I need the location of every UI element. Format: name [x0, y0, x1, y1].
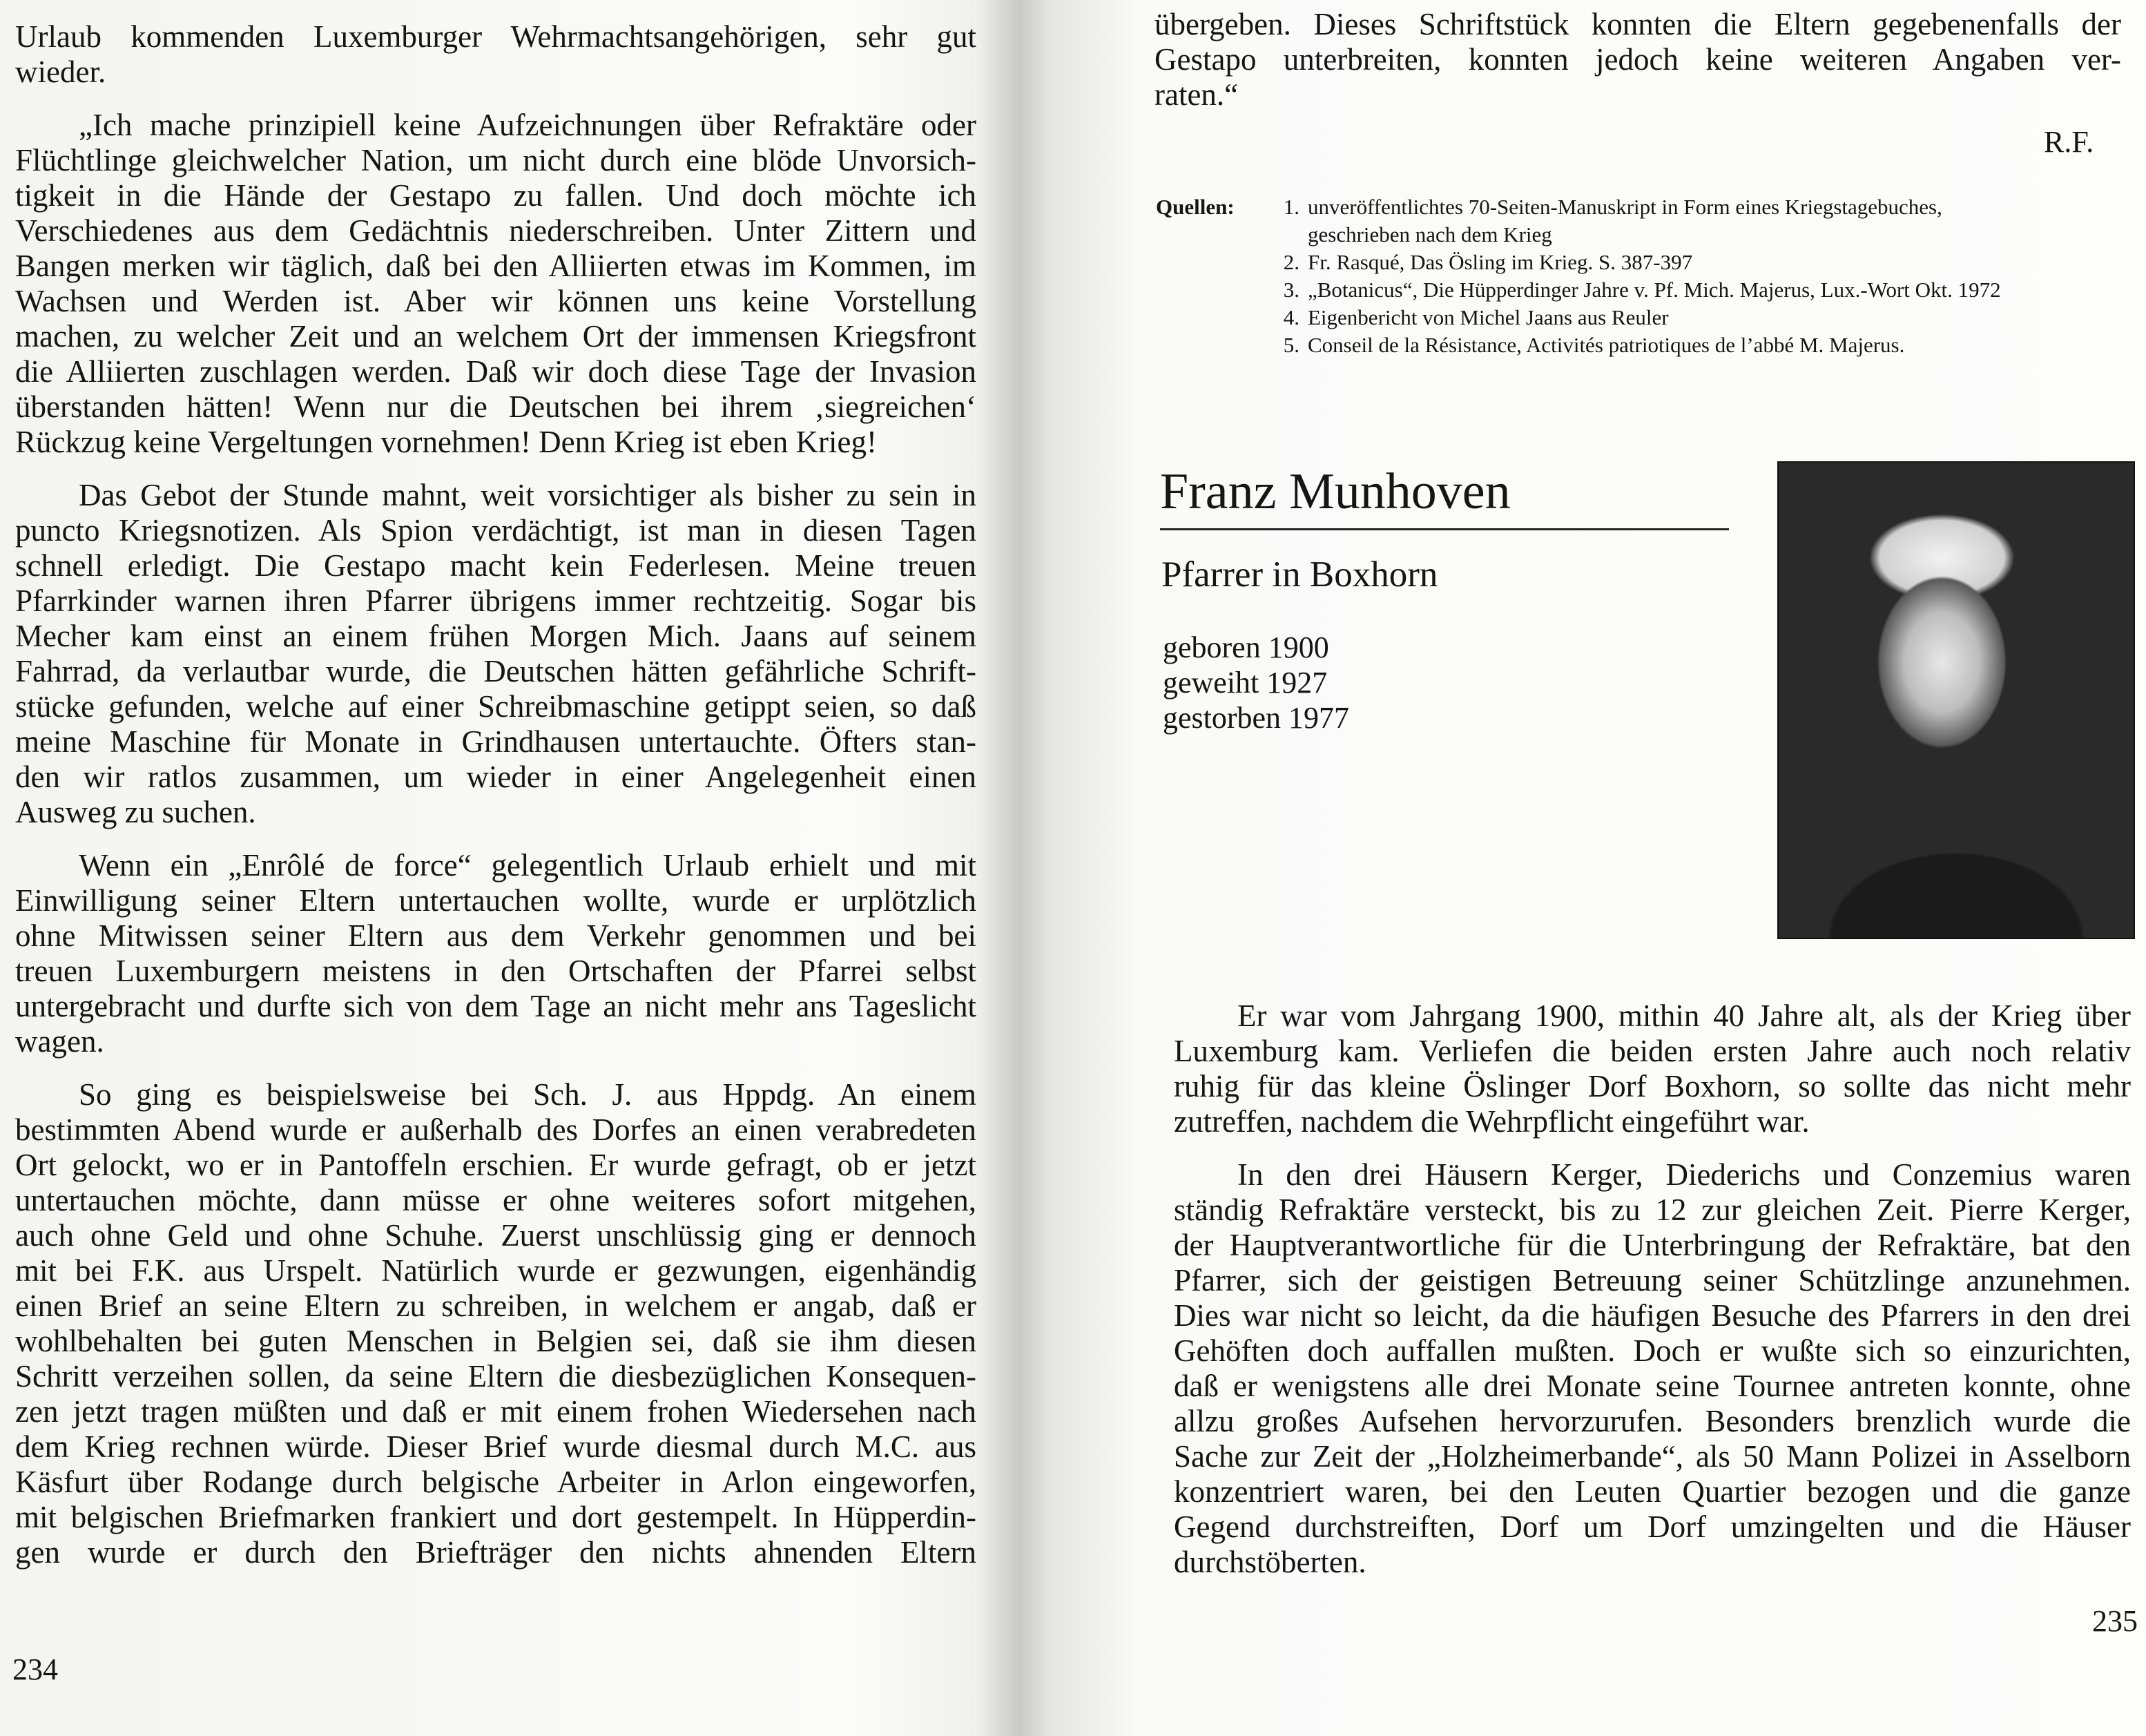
source-item: [1156, 221, 2001, 249]
source-text: „Botanicus“, Die Hüpperdinger Jahre v. Pf. Mich. Majerus, Lux.-Wort Okt. 1972: [1308, 278, 2001, 302]
paragraph: [15, 19, 976, 90]
text-line: Einwilligung seiner Eltern untertauchen wollte, wurde er urplötzlich: [15, 883, 976, 918]
text-line: dem Krieg rechnen würde. Dieser Brief wurde diesmal durch M.C. aus: [15, 1429, 976, 1464]
text-line: Er war vom Jahrgang 1900, mithin 40 Jahre alt, als der Krieg über: [1237, 999, 2131, 1033]
text-line: puncto Kriegsnotizen. Als Spion verdächtigt, ist man in diesen Tagen: [15, 513, 976, 548]
source-item: [1156, 276, 2001, 304]
text-line: überstanden hätten! Wenn nur die Deutschen bei ihrem ‚siegreichen‘: [15, 389, 976, 424]
text-line: ständig Refraktäre versteckt, bis zu 12 zur gleichen Zeit. Pierre Kerger,: [1174, 1193, 2131, 1227]
right-page-top-paragraph: [1154, 7, 2121, 131]
text-line: machen, zu welcher Zeit und an welchem Ort der immensen Kriegsfront: [15, 319, 976, 354]
source-item: [1156, 331, 2001, 359]
text-line: durchstöberten.: [1174, 1545, 1366, 1579]
source-item: [1156, 304, 2001, 331]
text-line: zutreffen, nachdem die Wehrpflicht eingeführt war.: [1174, 1104, 1810, 1139]
paragraph: [1154, 7, 2121, 113]
sources-list: [1156, 193, 2001, 359]
profile-facts: [1163, 630, 1349, 735]
source-text: Conseil de la Résistance, Activités patriotiques de l’abbé M. Majerus.: [1308, 333, 1905, 357]
source-item: [1156, 193, 2001, 221]
text-line: Luxemburg kam. Verliefen die beiden ersten Jahre auch noch relativ: [1174, 1034, 2131, 1068]
left-page-text: [15, 19, 976, 1588]
text-line: So ging es beispielsweise bei Sch. J. aus Hppdg. An einem: [79, 1077, 976, 1112]
text-line: Dies war nicht so leicht, da die häufigen Besuche des Pfarrers in den drei: [1174, 1298, 2131, 1333]
text-line: Schritt verzeihen sollen, da seine Eltern die diesbezüglichen Konsequen-: [15, 1359, 976, 1393]
right-page-body: [1174, 999, 2131, 1598]
text-line: Flüchtlinge gleichwelcher Nation, um nicht durch eine blöde Unvorsich-: [15, 143, 976, 177]
fact-born: geboren 1900: [1163, 630, 1329, 664]
text-line: Pfarrkinder warnen ihren Pfarrer übrigens immer rechtzeitig. Sogar bis: [15, 584, 976, 618]
text-line: wohlbehalten bei guten Menschen in Belgien sei, daß sie ihm diesen: [15, 1324, 976, 1358]
page-number-right: 235: [2092, 1604, 2138, 1638]
source-text: unveröffentlichtes 70-Seiten-Manuskript in Form eines Kriegstagebuches,: [1308, 195, 1942, 219]
fact-died: gestorben 1977: [1163, 701, 1350, 735]
text-line: Gestapo unterbreiten, konnten jedoch keine weiteren Angaben ver-: [1154, 42, 2121, 77]
sources-label: [1156, 249, 1272, 276]
text-line: meine Maschine für Monate in Grindhausen untertauchte. Öfters stan-: [15, 724, 976, 759]
profile-name: Franz Munhoven: [1160, 463, 1511, 520]
text-line: mit belgischen Briefmarken frankiert und dort gestempelt. In Hüpperdin-: [15, 1500, 976, 1534]
text-line: allzu großes Aufsehen hervorzurufen. Besonders brenzlich wurde die: [1174, 1404, 2131, 1438]
text-line: konzentriert waren, bei den Leuten Quartier bezogen und die ganze: [1174, 1474, 2131, 1509]
text-line: raten.“: [1154, 77, 1239, 112]
title-divider: [1160, 528, 1729, 530]
source-number: 2.: [1283, 250, 1299, 274]
paragraph: [1174, 1157, 2131, 1580]
text-line: die Alliierten zuschlagen werden. Daß wir doch diese Tage der Invasion: [15, 354, 976, 389]
sources-label: [1156, 221, 1272, 249]
text-line: übergeben. Dieses Schriftstück konnten die Eltern gegebenenfalls der: [1154, 7, 2121, 41]
text-line: gen wurde er durch den Briefträger den nichts ahnenden Eltern: [15, 1535, 976, 1570]
paragraph: [15, 478, 976, 830]
text-line: der Hauptverantwortliche für die Unterbringung der Refraktäre, bat den: [1174, 1228, 2131, 1262]
text-line: Rückzug keine Vergeltungen vornehmen! Denn Krieg ist eben Krieg!: [15, 425, 877, 459]
text-line: auch ohne Geld und ohne Schuhe. Zuerst unschlüssig ging er dennoch: [15, 1218, 976, 1253]
text-line: stücke gefunden, welche auf einer Schreibmaschine getippt seien, so daß: [15, 689, 976, 724]
text-line: Ausweg zu suchen.: [15, 795, 256, 829]
source-number: 5.: [1283, 333, 1299, 357]
portrait-photo: [1777, 461, 2135, 939]
sources-label: [1156, 276, 1272, 304]
text-line: Sache zur Zeit der „Holzheimerbande“, als 50 Mann Polizei in Asselborn: [1174, 1439, 2131, 1474]
text-line: „Ich mache prinzipiell keine Aufzeichnungen über Refraktäre oder: [79, 108, 976, 142]
text-line: Gehöften doch auffallen mußten. Doch er wußte sich so einzurichten,: [1174, 1333, 2131, 1368]
text-line: Gegend durchstreiften, Dorf um Dorf umzingelten und die Häuser: [1174, 1510, 2131, 1544]
text-line: zen jetzt tragen müßten und daß er mit einem frohen Wiedersehen nach: [15, 1394, 976, 1429]
text-line: schnell erledigt. Die Gestapo macht kein Federlesen. Meine treuen: [15, 548, 976, 583]
text-line: den wir ratlos zusammen, um wieder in einer Angelegenheit einen: [15, 760, 976, 794]
text-line: ruhig für das kleine Öslinger Dorf Boxhorn, so sollte das nicht mehr: [1174, 1069, 2131, 1103]
text-line: Urlaub kommenden Luxemburger Wehrmachtsangehörigen, sehr gut: [15, 19, 976, 54]
sources-label: [1156, 304, 1272, 331]
source-number: 1.: [1283, 195, 1299, 219]
author-signature: R.F.: [2044, 125, 2094, 159]
text-line: Das Gebot der Stunde mahnt, weit vorsichtiger als bisher zu sein in: [79, 478, 976, 512]
source-item: [1156, 249, 2001, 276]
text-line: daß er wenigstens alle drei Monate seine Tournee antreten konnte, ohne: [1174, 1369, 2131, 1403]
source-number: 3.: [1283, 278, 1299, 302]
text-line: wagen.: [15, 1024, 104, 1059]
paragraph: [15, 1077, 976, 1570]
source-number: 4.: [1283, 305, 1299, 329]
profile-role: Pfarrer in Boxhorn: [1161, 554, 1438, 595]
sources-label: Quellen:: [1156, 195, 1235, 219]
paragraph: [1174, 999, 2131, 1139]
source-number: [1272, 221, 1308, 249]
text-line: einen Brief an seine Eltern zu schreiben, in welchem er angab, daß er: [15, 1289, 976, 1323]
text-line: Mecher kam einst an einem frühen Morgen Mich. Jaans auf seinem: [15, 619, 976, 653]
paragraph: [15, 848, 976, 1059]
text-line: mit bei F.K. aus Urspelt. Natürlich wurde er gezwungen, eigenhändig: [15, 1253, 976, 1288]
text-line: wieder.: [15, 55, 106, 89]
text-line: untergebracht und durfte sich von dem Tage an nicht mehr ans Tageslicht: [15, 989, 976, 1023]
text-line: bestimmten Abend wurde er außerhalb des Dorfes an einen verabredeten: [15, 1112, 976, 1147]
text-line: Wachsen und Werden ist. Aber wir können uns keine Vorstellung: [15, 284, 976, 318]
text-line: ohne Mitwissen seiner Eltern aus dem Verkehr genommen und bei: [15, 918, 976, 953]
source-text: Eigenbericht von Michel Jaans aus Reuler: [1308, 305, 1669, 329]
page-number-left: 234: [12, 1652, 58, 1686]
source-text: Fr. Rasqué, Das Ösling im Krieg. S. 387-397: [1308, 250, 1693, 274]
text-line: Verschiedenes aus dem Gedächtnis niederschreiben. Unter Zittern und: [15, 213, 976, 248]
text-line: Pfarrer, sich der geistigen Betreuung seiner Schützlinge anzunehmen.: [1174, 1263, 2131, 1298]
text-line: tigkeit in die Hände der Gestapo zu fallen. Und doch möchte ich: [15, 178, 976, 213]
text-line: Fahrrad, da verlautbar wurde, die Deutschen hätten gefährliche Schrift-: [15, 654, 976, 688]
paragraph: [15, 108, 976, 460]
text-line: treuen Luxemburgern meistens in den Ortschaften der Pfarrei selbst: [15, 954, 976, 988]
text-line: Bangen merken wir täglich, daß bei den Alliierten etwas im Kommen, im: [15, 249, 976, 283]
text-line: Ort gelockt, wo er in Pantoffeln erschien. Er wurde gefragt, ob er jetzt: [15, 1148, 976, 1182]
text-line: Wenn ein „Enrôlé de force“ gelegentlich Urlaub erhielt und mit: [79, 848, 976, 883]
source-text: geschrieben nach dem Krieg: [1308, 222, 1552, 247]
text-line: untertauchen möchte, dann müsse er ohne weiteres sofort mitgehen,: [15, 1183, 976, 1217]
fact-ordained: geweiht 1927: [1163, 666, 1328, 700]
text-line: In den drei Häusern Kerger, Diederichs und Conzemius waren: [1237, 1157, 2131, 1192]
text-line: Käsfurt über Rodange durch belgische Arbeiter in Arlon eingeworfen,: [15, 1465, 976, 1499]
sources-label: [1156, 331, 1272, 359]
